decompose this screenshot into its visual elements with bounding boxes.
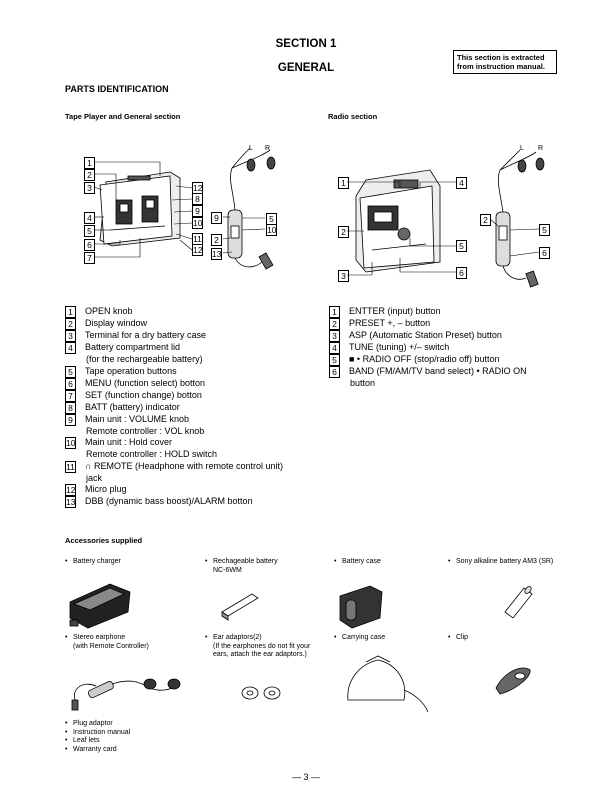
- accessory-rechargeable-battery: • Rechageable battery NC-6WM: [205, 558, 278, 574]
- item-text: MENU (function select) botton: [85, 377, 206, 388]
- parts-heading: PARTS IDENTIFICATION: [65, 84, 169, 94]
- tape-left-channel: L: [249, 145, 253, 152]
- radio-label: 6: [539, 247, 550, 259]
- accessory-sublabel: (If the earphones do not fit your: [213, 642, 311, 650]
- item-text: DBB (dynamic bass boost)/ALARM botton: [85, 496, 253, 506]
- accessory-battery-case: • Battery case: [334, 558, 381, 565]
- clip-image: [496, 668, 530, 694]
- item-number: 9: [65, 414, 76, 426]
- tape-label: 13: [212, 249, 222, 259]
- radio-label: 2: [480, 214, 491, 226]
- accessory-label: Plug adaptor: [73, 720, 113, 727]
- rechargeable-battery-image: [222, 594, 258, 620]
- item-subtext: button: [350, 378, 376, 388]
- tape-label: 5: [266, 213, 277, 225]
- item-text: Tape operation buttons: [85, 365, 177, 376]
- tape-label: 7: [84, 252, 95, 264]
- list-item: [65, 318, 335, 330]
- tape-right-channel: R: [265, 145, 271, 152]
- alkaline-battery-image: [505, 585, 532, 618]
- item-number: 5: [329, 354, 340, 366]
- accessory-label: Clip: [456, 634, 469, 641]
- item-number: 8: [65, 402, 76, 414]
- radio-parts-list: [329, 306, 579, 390]
- accessory-battery-charger: • Battery charger: [65, 558, 121, 565]
- accessory-label: Battery case: [342, 558, 381, 565]
- accessory-label: Stereo earphone: [73, 634, 126, 641]
- tape-parts-list: [65, 306, 335, 508]
- accessory-label: Instruction manual: [73, 728, 131, 736]
- tape-remote-controller: [228, 148, 275, 269]
- item-subtext: jack: [86, 472, 103, 483]
- list-item: • Leaf lets: [65, 737, 100, 744]
- item-subtext: Remote controller : HOLD switch: [86, 449, 218, 459]
- tape-label: 1: [84, 157, 95, 169]
- list-item: [65, 437, 335, 449]
- accessories-heading: Accessories supplied: [65, 536, 143, 545]
- accessory-label: Carrying case: [342, 634, 386, 641]
- list-item: [329, 306, 579, 318]
- section-title: GENERAL: [277, 62, 335, 74]
- list-item: [65, 330, 335, 342]
- list-item: • Warranty card: [65, 745, 117, 753]
- list-item: [65, 484, 335, 496]
- tape-label: 9: [211, 212, 222, 224]
- item-text: Display window: [85, 318, 148, 328]
- stereo-earphone-image: [72, 679, 180, 710]
- tape-main-unit: [100, 172, 180, 246]
- radio-remote-controller: [496, 150, 544, 287]
- radio-main-unit: [356, 170, 440, 272]
- item-text: OPEN knob: [85, 306, 133, 316]
- item-number: 7: [65, 390, 76, 402]
- list-item: [329, 354, 579, 366]
- accessory-label: Ear adaptors(2): [213, 634, 262, 641]
- accessory-label: Sony alkaline battery AM3 (SR): [456, 558, 554, 565]
- note-line-1: This section is extracted: [457, 53, 545, 62]
- item-number: 2: [329, 318, 340, 330]
- accessory-label: Leaf lets: [73, 737, 100, 744]
- item-text: BAND (FM/AM/TV band select) • RADIO ON: [349, 366, 527, 376]
- list-item: • Instruction manual: [65, 728, 131, 736]
- radio-label: 2: [338, 226, 349, 238]
- tape-label: 12: [193, 245, 203, 255]
- item-text: Battery compartment lid: [85, 342, 181, 352]
- list-item: [65, 390, 335, 402]
- item-subtext: Remote controller : VOL knob: [86, 425, 205, 436]
- tape-section-heading: Tape Player and General section: [65, 112, 181, 121]
- ear-adaptors-image: [242, 687, 280, 699]
- accessory-sublabel: (with Remote Controller): [73, 642, 149, 650]
- list-item: • Plug adaptor: [65, 720, 113, 727]
- item-number: 6: [329, 366, 340, 378]
- item-number: 12: [66, 485, 76, 495]
- tape-label: 8: [192, 193, 203, 205]
- page-number: — 3 —: [291, 772, 320, 782]
- radio-label: 4: [456, 177, 467, 189]
- list-item: [65, 342, 335, 354]
- accessory-sublabel: NC-6WM: [213, 566, 242, 574]
- list-item: [65, 378, 335, 390]
- item-number: 3: [329, 330, 340, 342]
- tape-label: 10: [267, 225, 277, 235]
- item-number: 13: [66, 497, 76, 507]
- list-item: [65, 414, 335, 426]
- accessory-stereo-earphone: • Stereo earphone (with Remote Controller): [65, 634, 149, 650]
- tape-label: 5: [84, 225, 95, 237]
- item-text: BATT (battery) indicator: [85, 401, 180, 412]
- radio-label: 5: [539, 224, 550, 236]
- list-item: [65, 496, 335, 508]
- list-item: [65, 402, 335, 414]
- item-number: 4: [65, 342, 76, 354]
- accessory-ear-adaptors: • Ear adaptors(2) (If the earphones do not fit your ears, attach the ear adaptors.): [205, 634, 311, 658]
- radio-label: 1: [338, 177, 349, 189]
- item-text: TUNE (tuning) +/– switch: [349, 342, 450, 352]
- tape-label: 2: [84, 169, 95, 181]
- item-text: Terminal for a dry battery case: [85, 330, 207, 340]
- list-item: [329, 318, 579, 330]
- item-number: 5: [65, 366, 76, 378]
- tape-label: 2: [211, 234, 222, 246]
- accessory-label: Battery charger: [73, 558, 121, 565]
- radio-left-channel: L: [520, 145, 524, 152]
- radio-right-channel: R: [538, 145, 544, 152]
- item-number: 6: [65, 378, 76, 390]
- item-subtext: (for the rechargeable battery): [86, 354, 203, 364]
- item-text: ASP (Automatic Station Preset) button: [349, 330, 502, 340]
- accessory-carrying-case: • Carrying case: [334, 634, 386, 641]
- item-text: ENTTER (input) button: [349, 306, 441, 316]
- tape-label: 12: [193, 183, 203, 193]
- extract-note: [453, 50, 557, 74]
- accessory-extra-list: [65, 720, 130, 754]
- tape-label: 6: [84, 239, 95, 251]
- tape-label: 3: [84, 182, 95, 194]
- tape-label: 4: [84, 212, 95, 224]
- radio-section-heading: Radio section: [328, 112, 378, 121]
- list-item: [65, 461, 335, 473]
- accessory-sublabel: ears, attach the ear adaptors.): [213, 651, 307, 658]
- list-item: [65, 306, 335, 318]
- tape-label: 9: [192, 205, 203, 217]
- item-number: 4: [329, 342, 340, 354]
- accessory-label: Rechageable battery: [213, 558, 278, 565]
- item-number: 11: [66, 461, 75, 472]
- note-line-2: from instruction manual.: [457, 62, 545, 71]
- tape-label: 11: [193, 234, 202, 244]
- carrying-case-image: [348, 656, 428, 712]
- list-item: [65, 366, 335, 378]
- radio-label: 6: [456, 267, 467, 279]
- item-text: Main unit : Hold cover: [85, 437, 173, 447]
- item-text: ∩ REMOTE (Headphone with remote control unit): [85, 460, 284, 471]
- accessory-alkaline-battery: • Sony alkaline battery AM3 (SR): [448, 558, 554, 565]
- radio-label: 3: [338, 270, 349, 282]
- item-number: 10: [66, 438, 76, 448]
- item-text: Micro plug: [85, 484, 127, 494]
- tape-label: 10: [193, 218, 203, 228]
- item-text: Main unit : VOLUME knob: [85, 413, 190, 424]
- item-number: 1: [65, 306, 76, 318]
- item-text: ■ • RADIO OFF (stop/radio off) button: [349, 354, 500, 364]
- list-item: [329, 330, 579, 342]
- battery-case-image: [340, 586, 382, 628]
- item-number: 2: [65, 318, 76, 330]
- radio-label: 5: [456, 240, 467, 252]
- list-item: [329, 366, 579, 378]
- accessory-label: Warranty card: [73, 745, 117, 753]
- battery-charger-image: [70, 584, 130, 628]
- item-number: 3: [65, 330, 76, 342]
- item-number: 1: [329, 306, 340, 318]
- section-number: SECTION 1: [275, 38, 337, 50]
- list-item: [329, 342, 579, 354]
- item-text: SET (function change) botton: [85, 389, 202, 400]
- accessory-clip: • Clip: [448, 634, 469, 641]
- item-text: PRESET +, – button: [349, 318, 431, 328]
